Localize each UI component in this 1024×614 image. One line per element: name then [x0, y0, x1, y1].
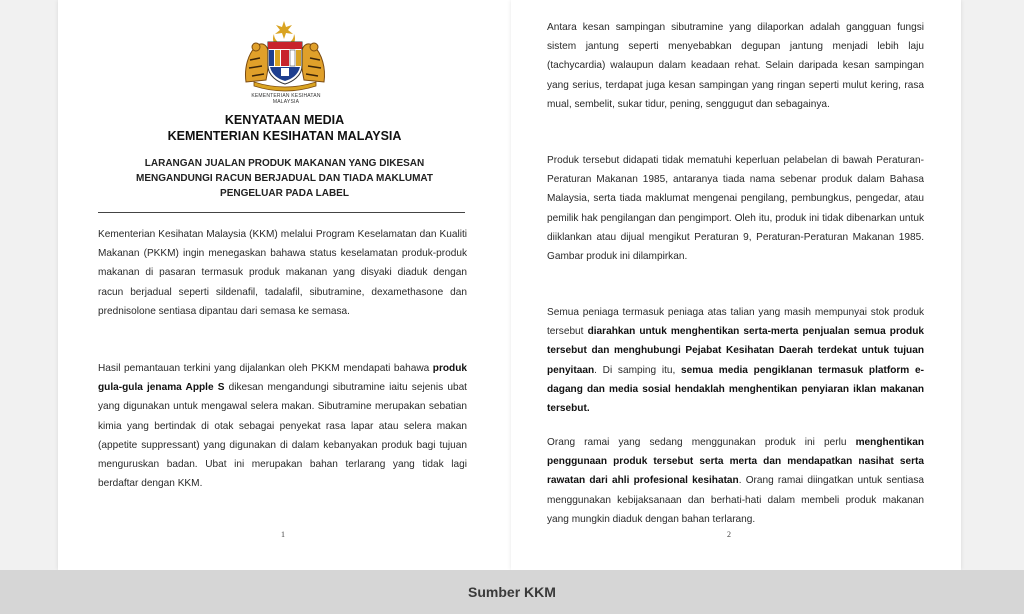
product-name-highlight: produk gula-gula jenama Apple S [98, 363, 467, 394]
title-divider [98, 212, 465, 213]
paragraph-2 [98, 359, 467, 493]
ministry-title: KEMENTERIAN KESIHATAN MALAYSIA [167, 129, 402, 143]
page-number-1: 1 [281, 530, 285, 539]
document-page-1 [58, 0, 511, 570]
paragraph-3: Antara kesan sampingan sibutramine yang dilaporkan adalah gangguan fungsi sistem jantung seperti menyebabkan degupan jantung menjadi lebih laju (tachycardia) walaupun dalam keadaan rehat. Selain daripada kesan sampingan yang serius, terdapat juga kesan sampingan yang ringan seperti mulut kering, rasa mual, sembelit, sukar tidur, pening, senggugut dan sebagainya. [547, 22, 924, 110]
subtitle-line-3: PENGELUAR PADA LABEL [220, 188, 349, 199]
paragraph-4: Produk tersebut didapati tidak mematuhi keperluan pelabelan di bawah Peraturan-Peraturan Makanan 1985, antaranya tiada nama sebenar produk dalam Bahasa Malaysia, serta tiada maklumat mengenai pengilang, pembungkus, pengedar, atau pemilik hak pengilangan dan pengimport. Oleh itu, produk ini tidak dibenarkan untuk diiklankan atau dijual mengikut Peraturan 9, Peraturan-Peraturan Makanan 1985. Gambar produk ini dilampirkan. [547, 155, 924, 263]
paragraph-6 [547, 433, 924, 529]
source-label: Sumber KKM [468, 584, 556, 600]
paragraph-5-text-b: . Di samping itu, [594, 364, 682, 376]
subtitle-line-2: MENGANDUNGI RACUN BERJADUAL DAN TIADA MAKLUMAT [135, 173, 434, 184]
document-page-2 [511, 0, 961, 570]
paragraph-6-text-a: Orang ramai yang sedang menggunakan produk ini perlu [547, 437, 856, 448]
public-advice-highlight: menghentikan penggunaan produk tersebut serta merta dan mendapatkan nasihat serta rawatan dari ahli profesional kesihatan [547, 437, 924, 487]
paragraph-5-text-a: Semua peniaga termasuk peniaga atas talian yang masih mempunyai stok produk tersebut [547, 307, 924, 338]
seller-directive-highlight: diarahkan untuk menghentikan serta-merta penjualan semua produk tersebut dan menghubungi Pejabat Kesihatan Daerah terdekat untuk tujuan penyitaan [547, 326, 924, 376]
media-directive-highlight: semua media pengiklanan termasuk platform e-dagang dan media sosial hendaklah menghentikan penyiaran iklan makanan tersebut. [547, 364, 924, 415]
paragraph-6-text-b: . Orang ramai diingatkan untuk sentiasa menggunakan kebijaksanaan dan berhati-hati dalam membeli produk makanan yang mungkin diaduk dengan bahan terlarang. [547, 475, 924, 525]
paragraph-1: Kementerian Kesihatan Malaysia (KKM) melalui Program Keselamatan dan Kualiti Makanan (PKKM) ingin menegaskan bahawa status keselamatan produk-produk makanan di pasaran termasuk produk makanan yang disyaki diaduk dengan racun berjadual seperti sildenafil, tadalafil, sibutramine, dexamethasone dan prednisolone sentiasa dipantau dari semasa ke semasa. [98, 229, 467, 317]
page-number-2: 2 [727, 530, 731, 539]
source-caption-bar [0, 570, 1024, 614]
subtitle-line-1: LARANGAN JUALAN PRODUK MAKANAN YANG DIKESAN [144, 158, 425, 169]
paragraph-2-text-b: dikesan mengandungi sibutramine iaitu sejenis ubat yang digunakan untuk mengawal selera makan. Sibutramine merupakan sebatian kimia yang bertindak di otak sebagai penyekat rasa lapar atau selera makan (appetite suppressant) yang digunakan di dalam kebanyakan produk bagi tujuan menguruskan badan. Ubat ini merupakan bahan terlarang yang tidak lagi berdaftar dengan KKM. [98, 382, 467, 490]
press-release-title: KENYATAAN MEDIA [224, 113, 345, 127]
crest-caption: KEMENTERIAN KESIHATAN MALAYSIA [251, 93, 321, 105]
paragraph-5 [547, 303, 924, 418]
malaysia-coat-of-arms-icon [240, 20, 330, 92]
paragraph-2-text-a: Hasil pemantauan terkini yang dijalankan oleh PKKM mendapati bahawa [98, 363, 433, 374]
